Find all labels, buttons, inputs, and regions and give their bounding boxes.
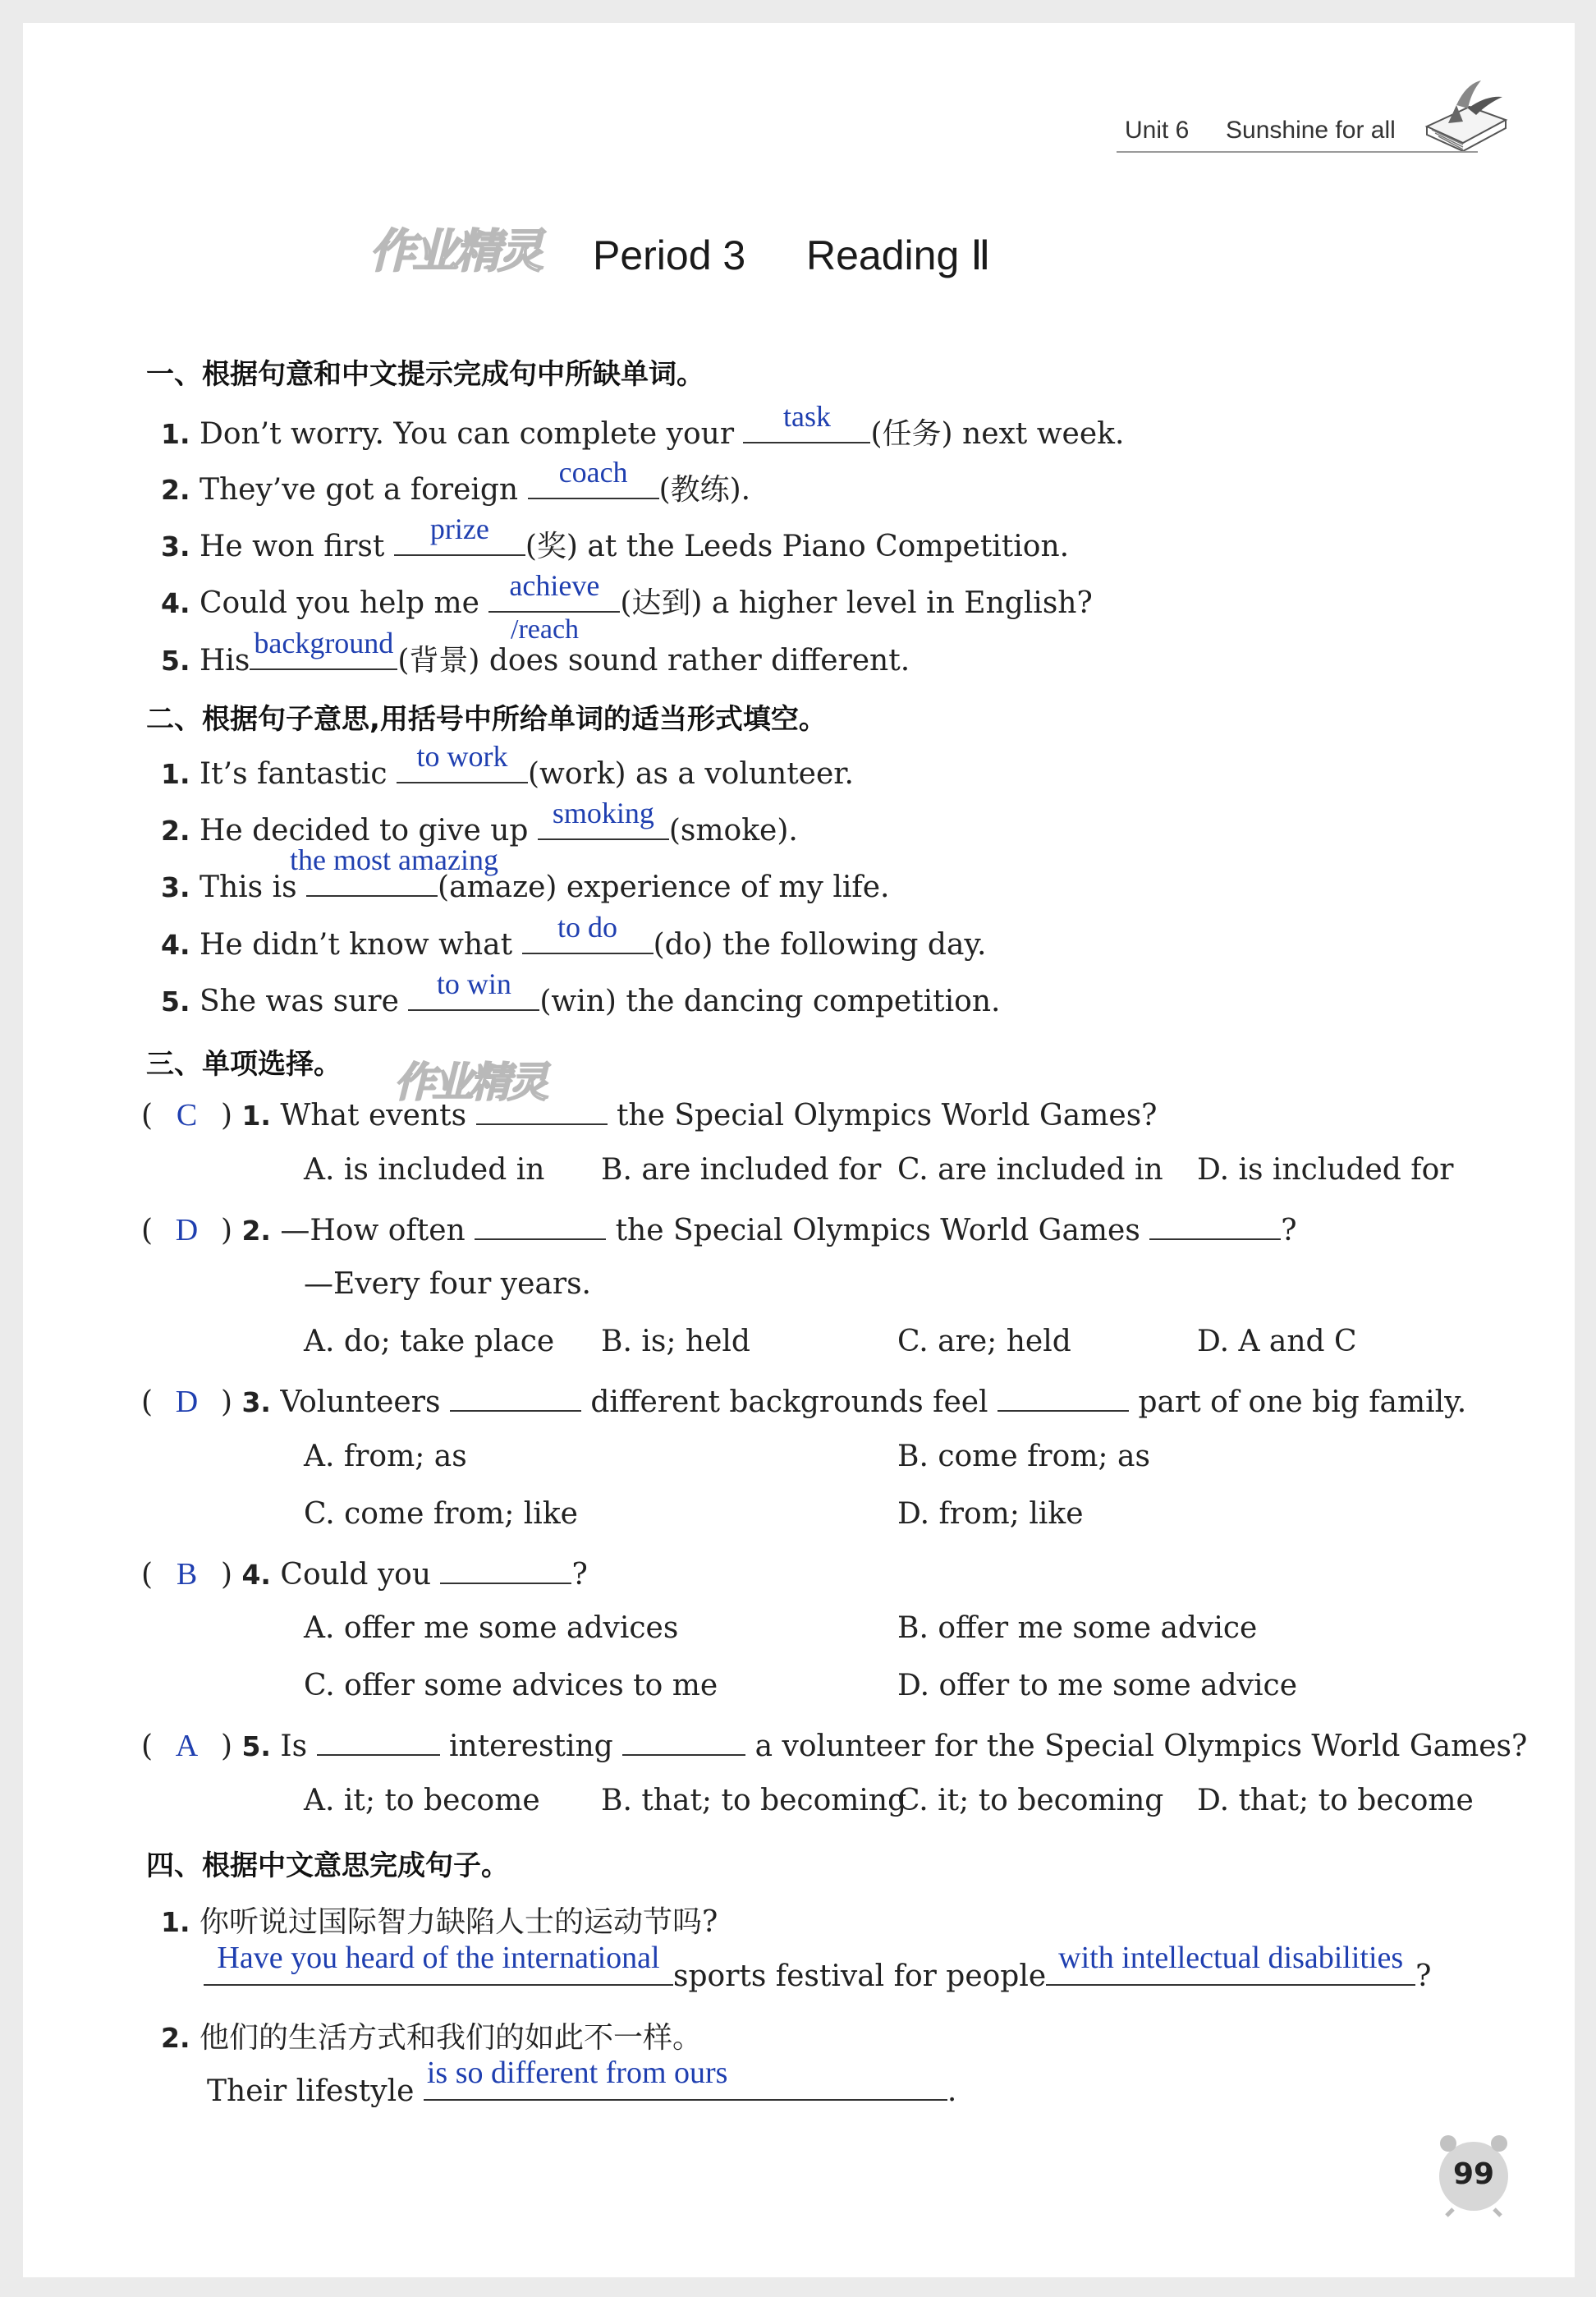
answer-blank[interactable] xyxy=(394,512,525,556)
item-number: 3. xyxy=(161,871,190,903)
sentence-end: (背景) does sound rather different. xyxy=(397,644,910,678)
q3-option-d[interactable]: D. from; like xyxy=(897,1497,1084,1531)
answer-paren[interactable]: ( D ) xyxy=(141,1385,232,1419)
handwritten-answer: to work xyxy=(416,740,508,773)
item-number: 4. xyxy=(161,929,190,961)
handwritten-answer: B xyxy=(176,1557,198,1592)
q4-option-a[interactable]: A. offer me some advices xyxy=(304,1611,679,1645)
unit-label: Unit 6 xyxy=(1125,117,1190,144)
s2-item-5 xyxy=(161,967,1001,1018)
q2-line xyxy=(141,1211,1297,1248)
question-text: What events xyxy=(280,1099,467,1132)
question-text: the Special Olympics World Games? xyxy=(616,1099,1158,1132)
item-number: 4. xyxy=(241,1559,271,1591)
answer-blank[interactable] xyxy=(250,627,397,670)
q1-line xyxy=(141,1096,1157,1133)
sentence-start: His xyxy=(199,644,250,678)
question-text: part of one big family. xyxy=(1138,1385,1467,1419)
handwritten-answer: A xyxy=(175,1729,199,1763)
chinese-prompt: 你听说过国际智力缺陷人士的运动节吗? xyxy=(199,1905,718,1939)
chinese-prompt: 他们的生活方式和我们的如此不一样。 xyxy=(199,2021,702,2055)
s2-item-3 xyxy=(161,843,890,904)
period-title: Period 3 xyxy=(593,232,746,278)
q4-option-d[interactable]: D. offer to me some advice xyxy=(897,1669,1298,1702)
q2-option-b[interactable]: B. is; held xyxy=(601,1325,750,1358)
question-text: a volunteer for the Special Olympics World Games? xyxy=(754,1730,1528,1763)
q1-option-d[interactable]: D. is included for xyxy=(1197,1153,1454,1187)
sentence-start: Don’t worry. You can complete your xyxy=(199,417,735,451)
page-number: 99 xyxy=(1453,2157,1495,2191)
answer-paren[interactable]: ( B ) xyxy=(141,1557,232,1592)
sentence-end: . xyxy=(947,2074,957,2108)
item-number: 5. xyxy=(241,1730,271,1762)
sentence-end: (任务) next week. xyxy=(870,417,1125,451)
sentence-end: ? xyxy=(1415,1959,1432,1993)
item-number: 1. xyxy=(241,1100,271,1132)
item-number: 2. xyxy=(161,2022,190,2054)
sentence-start: He won first xyxy=(199,530,385,563)
watermark-logo: 作业精灵 xyxy=(369,225,540,278)
q1-option-a[interactable]: A. is included in xyxy=(304,1153,545,1187)
q3-line xyxy=(141,1382,1466,1420)
q2-option-c[interactable]: C. are; held xyxy=(897,1325,1071,1358)
q3-option-c[interactable]: C. come from; like xyxy=(304,1497,578,1531)
book-icon xyxy=(1420,76,1511,161)
q5-option-a[interactable]: A. it; to become xyxy=(304,1784,540,1817)
header-rule xyxy=(1117,151,1478,153)
s2-item-1 xyxy=(161,740,854,791)
sentence-start: Their lifestyle xyxy=(207,2074,415,2108)
q1-option-b[interactable]: B. are included for xyxy=(601,1153,882,1187)
handwritten-answer: prize xyxy=(429,512,489,545)
item-number: 4. xyxy=(161,587,190,619)
sentence-end: (win) the dancing competition. xyxy=(539,985,1001,1018)
sentence-start: Could you help me xyxy=(199,586,479,620)
sentence-start: This is xyxy=(199,871,297,904)
handwritten-answer: C xyxy=(176,1098,198,1132)
sentence-end: (amaze) experience of my life. xyxy=(438,871,890,904)
handwritten-answer: the most amazing xyxy=(290,843,498,876)
item-number: 1. xyxy=(161,418,190,450)
blank xyxy=(622,1726,745,1756)
handwritten-answer: achieve xyxy=(509,569,600,602)
question-text: ? xyxy=(571,1558,588,1592)
reading-title: Reading Ⅱ xyxy=(806,232,991,278)
question-text: Is xyxy=(280,1730,308,1763)
q3-option-a[interactable]: A. from; as xyxy=(304,1440,467,1473)
item-number: 1. xyxy=(161,1906,190,1938)
answer-blank[interactable] xyxy=(204,1941,673,1986)
item-number: 1. xyxy=(161,758,190,790)
handwritten-answer: Have you heard of the international xyxy=(217,1941,660,1975)
blank xyxy=(450,1382,581,1412)
handwritten-answer: is so different from ours xyxy=(426,2056,728,2090)
blank xyxy=(475,1211,606,1240)
item-number: 2. xyxy=(161,474,190,506)
answer-blank[interactable] xyxy=(408,967,539,1011)
q4-line xyxy=(141,1555,588,1592)
item-number: 5. xyxy=(161,985,190,1018)
q1-option-c[interactable]: C. are included in xyxy=(897,1153,1163,1187)
handwritten-answer: task xyxy=(782,400,831,433)
answer-blank[interactable] xyxy=(397,740,528,783)
sentence-end: (达到) a higher level in English? xyxy=(620,586,1093,620)
answer-paren[interactable]: ( D ) xyxy=(141,1213,232,1247)
s4-q2-chinese xyxy=(161,2014,702,2056)
s4-q1-answer-line xyxy=(204,1941,1432,1993)
question-text: Could you xyxy=(280,1558,432,1592)
answer-blank[interactable] xyxy=(424,2056,947,2101)
answer-paren[interactable]: ( C ) xyxy=(141,1098,232,1132)
answer-blank[interactable] xyxy=(528,456,659,499)
item-number: 5. xyxy=(161,645,190,677)
handwritten-alternative: /reach xyxy=(511,614,580,645)
s2-item-4 xyxy=(161,911,987,962)
handwritten-answer: to do xyxy=(557,911,618,944)
q5-option-b[interactable]: B. that; to becoming xyxy=(601,1784,907,1817)
blank xyxy=(1149,1211,1281,1240)
handwritten-answer: coach xyxy=(558,456,628,489)
q3-option-b[interactable]: B. come from; as xyxy=(897,1440,1150,1473)
blank xyxy=(317,1726,440,1756)
q2-option-d[interactable]: D. A and C xyxy=(1197,1325,1357,1358)
q4-option-b[interactable]: B. offer me some advice xyxy=(897,1611,1258,1645)
sentence-end: (教练). xyxy=(658,473,751,507)
item-number: 2. xyxy=(241,1215,271,1247)
blank xyxy=(476,1096,608,1125)
q2-reply: —Every four years. xyxy=(304,1267,591,1301)
handwritten-answer: to win xyxy=(436,967,511,1000)
section3-heading: 三、单项选择。 xyxy=(146,1048,342,1081)
s1-item-2 xyxy=(161,456,751,508)
s4-q1-chinese xyxy=(161,1899,718,1941)
q5-option-c[interactable]: C. it; to becoming xyxy=(897,1784,1164,1817)
sentence-start: It’s fantastic xyxy=(199,757,388,791)
section1-heading: 一、根据句意和中文提示完成句中所缺单词。 xyxy=(146,358,704,391)
s4-q2-answer-line xyxy=(207,2056,957,2108)
q5-option-d[interactable]: D. that; to become xyxy=(1197,1784,1474,1817)
watermark-logo: 作业精灵 xyxy=(394,1059,545,1106)
sentence-start: He decided to give up xyxy=(199,814,529,848)
q5-line xyxy=(141,1726,1527,1764)
section2-heading: 二、根据句子意思,用括号中所给单词的适当形式填空。 xyxy=(146,703,827,736)
s1-item-1 xyxy=(161,400,1125,453)
sentence-start: She was sure xyxy=(199,985,399,1018)
item-number: 3. xyxy=(161,531,190,563)
sentence-start: They’ve got a foreign xyxy=(199,473,519,507)
item-number: 3. xyxy=(241,1386,271,1418)
handwritten-answer: with intellectual disabilities xyxy=(1058,1941,1404,1975)
unit-topic: Sunshine for all xyxy=(1226,117,1396,144)
sentence-start: He didn’t know what xyxy=(199,928,513,962)
question-text: —How often xyxy=(280,1214,466,1247)
section4-heading: 四、根据中文意思完成句子。 xyxy=(146,1849,509,1882)
handwritten-answer: background xyxy=(254,627,394,659)
answer-blank[interactable] xyxy=(1046,1941,1415,1986)
handwritten-answer: D xyxy=(175,1213,199,1247)
answer-blank[interactable] xyxy=(488,569,620,613)
sentence-end: (work) as a volunteer. xyxy=(527,757,854,791)
s1-item-3 xyxy=(161,512,1070,565)
sentence-end: (奖) at the Leeds Piano Competition. xyxy=(525,530,1070,563)
handwritten-answer: D xyxy=(175,1385,199,1419)
sentence-middle: sports festival for people xyxy=(673,1959,1047,1993)
q2-option-a[interactable]: A. do; take place xyxy=(304,1325,555,1358)
q4-option-c[interactable]: C. offer some advices to me xyxy=(304,1669,718,1702)
answer-paren[interactable]: ( A ) xyxy=(141,1729,232,1763)
question-text: Volunteers xyxy=(280,1385,441,1419)
question-text: different backgrounds feel xyxy=(590,1385,988,1419)
sentence-end: (smoke). xyxy=(668,814,798,848)
blank xyxy=(998,1382,1129,1412)
question-text: the Special Olympics World Games xyxy=(615,1214,1140,1247)
answer-blank[interactable] xyxy=(743,400,870,443)
s1-item-4 xyxy=(161,569,1093,622)
answer-blank[interactable] xyxy=(538,797,669,840)
answer-blank[interactable] xyxy=(290,843,498,897)
sentence-end: (do) the following day. xyxy=(653,928,987,962)
question-text: ? xyxy=(1281,1214,1297,1247)
blank xyxy=(440,1555,571,1584)
handwritten-answer: smoking xyxy=(552,797,654,829)
question-text: interesting xyxy=(449,1730,613,1763)
item-number: 2. xyxy=(161,815,190,847)
answer-blank[interactable] xyxy=(522,911,654,954)
